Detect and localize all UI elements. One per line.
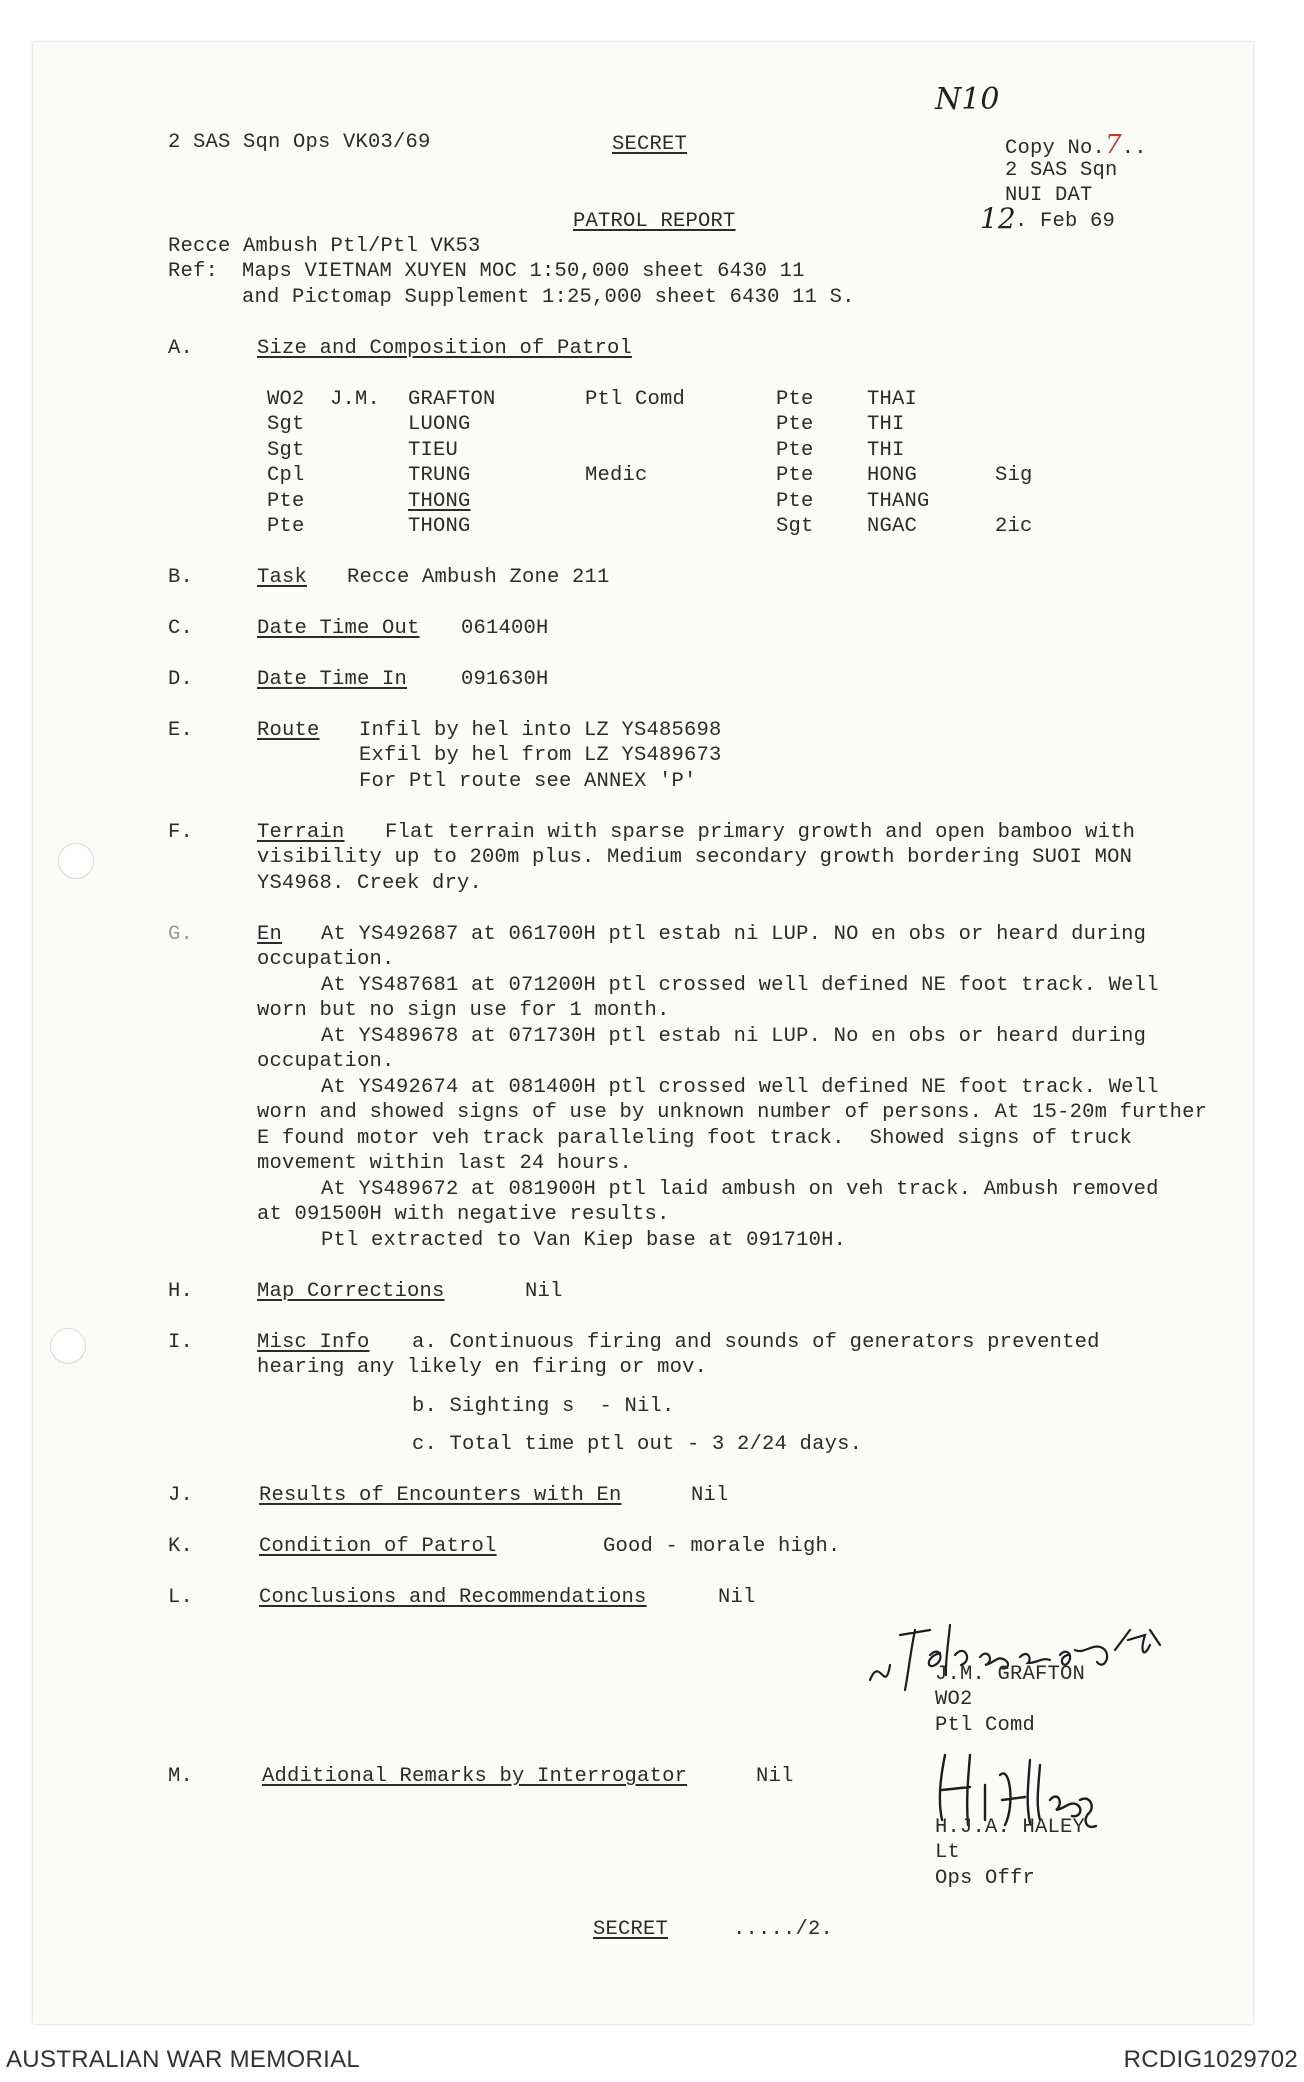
misc-info-line: a. Continuous firing and sounds of generators prevented <box>412 1331 1100 1354</box>
reference-number: 2 SAS Sqn Ops VK03/69 <box>168 131 431 154</box>
roster-cell: Sgt <box>267 413 305 436</box>
section-letter: I. <box>168 1331 194 1354</box>
roster-cell: Pte <box>776 413 814 436</box>
section-letter: B. <box>168 566 194 589</box>
enemy-line: occupation. <box>257 1050 395 1073</box>
section-letter: H. <box>168 1280 194 1303</box>
section-value: Good - morale high. <box>603 1535 841 1558</box>
continuation-marker: ...../2. <box>733 1918 834 1941</box>
section-value: Nil <box>718 1586 756 1609</box>
ref-label: Ref: <box>168 260 219 283</box>
section-heading: Terrain <box>257 821 345 844</box>
section-heading: Date Time In <box>257 668 408 691</box>
section-heading: Misc Info <box>257 1331 370 1354</box>
roster-cell: THAI <box>867 388 918 411</box>
signatory-role: Ops Offr <box>935 1867 1036 1890</box>
roster-cell: HONG <box>867 464 918 487</box>
roster-cell: THANG <box>867 490 930 513</box>
enemy-line: At YS489678 at 071730H ptl estab ni LUP. No en obs or heard during <box>321 1025 1147 1048</box>
roster-cell: WO2 <box>267 388 305 411</box>
roster-cell: Medic <box>585 464 648 487</box>
misc-info-line: c. Total time ptl out - 3 2/24 days. <box>412 1433 863 1456</box>
page-title: PATROL REPORT <box>573 210 736 233</box>
roster-cell: Sgt <box>267 439 305 462</box>
section-letter: G. <box>168 923 194 946</box>
enemy-line: At YS487681 at 071200H ptl crossed well defined NE foot track. Well <box>321 974 1159 997</box>
section-letter: J. <box>168 1484 194 1507</box>
patrol-designation: Recce Ambush Ptl/Ptl VK53 <box>168 235 481 258</box>
section-heading: Date Time Out <box>257 617 420 640</box>
roster-cell: Pte <box>267 515 305 538</box>
section-heading: Conclusions and Recommendations <box>259 1586 647 1609</box>
route-line: For Ptl route see ANNEX 'P' <box>359 770 697 793</box>
roster-cell: TIEU <box>408 439 459 462</box>
handwritten-date-day: 12 <box>980 202 1016 235</box>
section-heading: Route <box>257 719 320 742</box>
section-value: Nil <box>525 1280 563 1303</box>
section-value: 061400H <box>461 617 549 640</box>
section-letter: D. <box>168 668 194 691</box>
section-value: Nil <box>691 1484 729 1507</box>
signature-grafton <box>860 1595 1180 1705</box>
enemy-line: At YS492674 at 081400H ptl crossed well defined NE foot track. Well <box>321 1076 1159 1099</box>
section-heading: Map Corrections <box>257 1280 445 1303</box>
signatory-name: H.J.A. HALEY <box>935 1816 1086 1839</box>
roster-cell: Ptl Comd <box>585 388 686 411</box>
enemy-line: occupation. <box>257 948 395 971</box>
copy-number: Copy No.7.. <box>1005 130 1147 160</box>
section-letter: A. <box>168 337 194 360</box>
route-line: Infil by hel into LZ YS485698 <box>359 719 722 742</box>
roster-cell: Sgt <box>776 515 814 538</box>
roster-cell: J.M. <box>330 388 381 411</box>
date: . Feb 69 <box>1015 210 1116 233</box>
enemy-line: At YS492687 at 061700H ptl estab ni LUP. NO en obs or heard during <box>321 923 1147 946</box>
roster-cell: Pte <box>776 490 814 513</box>
terrain-line: visibility up to 200m plus. Medium secondary growth bordering SUOI MON <box>257 846 1133 869</box>
section-value: Recce Ambush Zone 211 <box>347 566 610 589</box>
section-heading: En <box>257 923 283 946</box>
punch-hole <box>50 1328 86 1364</box>
section-heading: Results of Encounters with En <box>259 1484 622 1507</box>
unit: 2 SAS Sqn <box>1005 159 1118 182</box>
section-heading: Task <box>257 566 308 589</box>
section-letter: E. <box>168 719 194 742</box>
roster-cell: THI <box>867 413 905 436</box>
signatory-rank: WO2 <box>935 1688 973 1711</box>
roster-cell: 2ic <box>995 515 1033 538</box>
enemy-line: Ptl extracted to Van Kiep base at 091710H. <box>321 1229 847 1252</box>
roster-cell: Pte <box>267 490 305 513</box>
classification-header: SECRET <box>612 133 688 156</box>
misc-info-line: b. Sighting s - Nil. <box>412 1395 675 1418</box>
roster-cell: THONG <box>408 515 471 538</box>
roster-cell: Sig <box>995 464 1033 487</box>
roster-cell: Pte <box>776 439 814 462</box>
roster-cell: Pte <box>776 464 814 487</box>
roster-cell: THONG <box>408 490 471 513</box>
enemy-line: worn and showed signs of use by unknown number of persons. At 15-20m further <box>257 1101 1208 1124</box>
section-letter: F. <box>168 821 194 844</box>
enemy-line: movement within last 24 hours. <box>257 1152 633 1175</box>
roster-cell: LUONG <box>408 413 471 436</box>
section-heading: Additional Remarks by Interrogator <box>262 1765 688 1788</box>
terrain-line: Flat terrain with sparse primary growth and open bamboo with <box>385 821 1136 844</box>
enemy-line: At YS489672 at 081900H ptl laid ambush on veh track. Ambush removed <box>321 1178 1159 1201</box>
section-heading: Condition of Patrol <box>259 1535 497 1558</box>
section-letter: C. <box>168 617 194 640</box>
enemy-line: E found motor veh track paralleling foot track. Showed signs of truck <box>257 1127 1133 1150</box>
punch-hole <box>58 843 94 879</box>
classification-footer: SECRET <box>593 1918 669 1941</box>
roster-cell: GRAFTON <box>408 388 496 411</box>
signatory-rank: Lt <box>935 1841 961 1864</box>
section-letter: K. <box>168 1535 194 1558</box>
misc-info-line: hearing any likely en firing or mov. <box>257 1356 708 1379</box>
terrain-line: YS4968. Creek dry. <box>257 872 483 895</box>
section-value: Nil <box>756 1765 794 1788</box>
enemy-line: at 091500H with negative results. <box>257 1203 670 1226</box>
roster-cell: Cpl <box>267 464 305 487</box>
location: NUI DAT <box>1005 184 1093 207</box>
ref-line: and Pictomap Supplement 1:25,000 sheet 6430 11 S. <box>242 286 855 309</box>
section-letter: L. <box>168 1586 194 1609</box>
signatory-role: Ptl Comd <box>935 1714 1036 1737</box>
archive-id: RCDIG1029702 <box>1123 2046 1298 2073</box>
handwritten-file-number: N10 <box>935 82 1000 117</box>
ref-line: Maps VIETNAM XUYEN MOC 1:50,000 sheet 6430 11 <box>242 260 805 283</box>
roster-cell: Pte <box>776 388 814 411</box>
archive-institution: AUSTRALIAN WAR MEMORIAL <box>6 2046 361 2073</box>
roster-cell: NGAC <box>867 515 918 538</box>
section-value: 091630H <box>461 668 549 691</box>
roster-cell: TRUNG <box>408 464 471 487</box>
route-line: Exfil by hel from LZ YS489673 <box>359 744 722 767</box>
section-heading: Size and Composition of Patrol <box>257 337 633 360</box>
section-letter: M. <box>168 1765 194 1788</box>
enemy-line: worn but no sign use for 1 month. <box>257 999 670 1022</box>
roster-cell: THI <box>867 439 905 462</box>
signatory-name: J.M. GRAFTON <box>935 1663 1086 1686</box>
